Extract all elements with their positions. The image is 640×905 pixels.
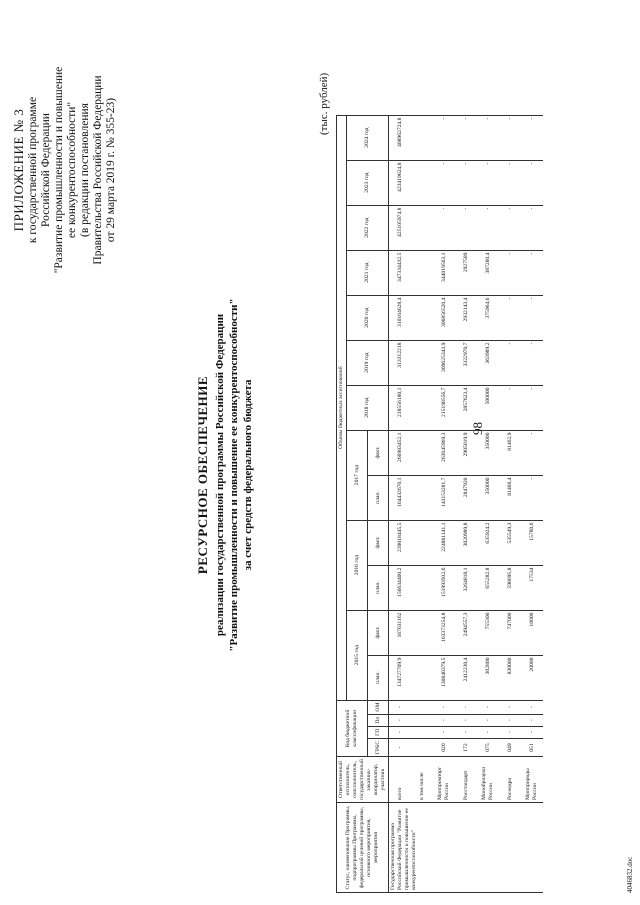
code-cell-gp: - bbox=[521, 726, 543, 738]
value-cell: 224881141,1 bbox=[433, 520, 455, 565]
value-cell: 598695,8 bbox=[499, 565, 521, 610]
value-cell: - bbox=[499, 340, 521, 385]
value-cell: 302800 bbox=[477, 655, 499, 700]
code-cell-grbs: - bbox=[389, 738, 412, 756]
code-cell-grbs: 075 bbox=[477, 738, 499, 756]
header-executor: Ответственный исполнитель, соисполнитель, государственный заказчик-координатор, участник bbox=[337, 757, 389, 803]
code-cell-om: - bbox=[433, 700, 455, 714]
code-cell-pp: - bbox=[521, 714, 543, 726]
executor-cell: в том числе bbox=[411, 757, 433, 803]
executor-cell: всего bbox=[389, 757, 412, 803]
code-cell-gp: - bbox=[433, 726, 455, 738]
value-cell: 3322978,7 bbox=[455, 340, 477, 385]
table-row bbox=[455, 115, 477, 892]
value-cell: - bbox=[433, 115, 455, 160]
header-code-gp: ГП bbox=[368, 726, 389, 738]
value-cell bbox=[411, 565, 433, 610]
header-year: 2022 год bbox=[347, 205, 389, 250]
value-cell: 830000 bbox=[499, 655, 521, 700]
table-body bbox=[389, 115, 544, 892]
value-cell: 266983452,1 bbox=[389, 430, 412, 475]
value-cell: 215198556,7 bbox=[433, 385, 455, 430]
value-cell: 239018445,5 bbox=[389, 520, 412, 565]
value-cell: - bbox=[521, 475, 543, 520]
appendix-line: "Развитие промышленности и повышение bbox=[53, 66, 65, 274]
value-cell: 306856520,4 bbox=[433, 295, 455, 340]
appendix-line: Правительства Российской Федерации bbox=[92, 75, 104, 265]
header-plan: план. bbox=[368, 475, 389, 520]
header-fact: факт. bbox=[368, 610, 389, 655]
value-cell: 2905019,9 bbox=[455, 430, 477, 475]
code-cell-pp: - bbox=[477, 714, 499, 726]
value-cell: - bbox=[521, 160, 543, 205]
heading-title: РЕСУРСНОЕ ОБЕСПЕЧЕНИЕ bbox=[195, 375, 210, 575]
value-cell: 3020989,8 bbox=[455, 520, 477, 565]
value-cell bbox=[411, 115, 433, 160]
value-cell bbox=[411, 610, 433, 655]
header-status: Статус, наименование Программы, подпрограммы Программы, федеральной целевой программы, основного мероприятия, мероприятия bbox=[337, 803, 389, 893]
value-cell: 375964,6 bbox=[477, 295, 499, 340]
value-cell: 387280,4 bbox=[477, 250, 499, 295]
header-volumes: Объемы бюджетных ассигнований bbox=[337, 115, 347, 700]
code-cell-gp: - bbox=[455, 726, 477, 738]
value-cell: 535549,3 bbox=[499, 520, 521, 565]
value-cell: 310164628,4 bbox=[389, 295, 412, 340]
value-cell: 15780,6 bbox=[521, 520, 543, 565]
value-cell bbox=[411, 385, 433, 430]
appendix-line: Российской Федерации bbox=[40, 113, 52, 227]
value-cell: 263645969,3 bbox=[433, 430, 455, 475]
value-cell: 425105974,8 bbox=[389, 205, 412, 250]
value-cell: - bbox=[455, 205, 477, 250]
header-plan: план. bbox=[368, 655, 389, 700]
executor-cell: Роснедра bbox=[499, 757, 521, 803]
header-year-2017: 2017 год bbox=[347, 430, 368, 520]
value-cell: 313312218 bbox=[389, 340, 412, 385]
value-cell: 3264818,1 bbox=[455, 565, 477, 610]
value-cell bbox=[411, 250, 433, 295]
code-cell-om: - bbox=[455, 700, 477, 714]
code-cell-pp: - bbox=[499, 714, 521, 726]
value-cell: 423419624,8 bbox=[389, 160, 412, 205]
value-cell: 350000 bbox=[477, 475, 499, 520]
value-cell: 655282,8 bbox=[477, 565, 499, 610]
appendix-line: к государственной программе bbox=[27, 96, 39, 244]
value-cell: 408962724,8 bbox=[389, 115, 412, 160]
header-plan: план. bbox=[368, 565, 389, 610]
header-fact: факт. bbox=[368, 430, 389, 475]
value-cell: - bbox=[521, 205, 543, 250]
executor-cell: Минпромторг России bbox=[433, 757, 455, 803]
appendix-line: (в редакции постановления bbox=[79, 103, 91, 237]
header-codes-group: Код бюджетной классификации bbox=[337, 700, 368, 757]
value-cell: 2412230,4 bbox=[455, 655, 477, 700]
code-cell-grbs: 172 bbox=[455, 738, 477, 756]
value-cell bbox=[411, 295, 433, 340]
value-cell: - bbox=[521, 250, 543, 295]
code-cell-om: - bbox=[521, 700, 543, 714]
code-cell-om: - bbox=[389, 700, 412, 714]
value-cell bbox=[411, 160, 433, 205]
value-cell: 156634400,2 bbox=[389, 565, 412, 610]
code-cell-gp: - bbox=[477, 726, 499, 738]
value-cell: 143153281,7 bbox=[433, 475, 455, 520]
table-row bbox=[499, 115, 521, 892]
value-cell: 130840379,5 bbox=[433, 655, 455, 700]
value-cell: - bbox=[477, 160, 499, 205]
header-fact: факт. bbox=[368, 520, 389, 565]
value-cell: - bbox=[477, 205, 499, 250]
code-cell-pp: - bbox=[433, 714, 455, 726]
value-cell: 2857623,4 bbox=[455, 385, 477, 430]
appendix-block bbox=[12, 20, 118, 320]
table-row bbox=[411, 115, 433, 892]
value-cell: - bbox=[521, 115, 543, 160]
code-cell-grbs: 020 bbox=[433, 738, 455, 756]
value-cell: 2927589 bbox=[455, 250, 477, 295]
header-year: 2018 год bbox=[347, 385, 389, 430]
value-cell bbox=[411, 430, 433, 475]
code-cell-grbs: 049 bbox=[499, 738, 521, 756]
document-filename: 4046832.doc bbox=[626, 856, 634, 893]
code-cell-om: - bbox=[499, 700, 521, 714]
executor-cell: Минобрнауки России bbox=[477, 757, 499, 803]
value-cell: - bbox=[521, 295, 543, 340]
value-cell: - bbox=[499, 205, 521, 250]
value-cell: - bbox=[477, 115, 499, 160]
value-cell: 747000 bbox=[499, 610, 521, 655]
appendix-line: от 29 марта 2019 г. № 355-23) bbox=[105, 97, 117, 243]
header-code-om: ОМ bbox=[368, 700, 389, 714]
header-year-2016: 2016 год bbox=[347, 520, 368, 610]
value-cell: 344019563,1 bbox=[433, 250, 455, 295]
value-cell: 81468,4 bbox=[499, 475, 521, 520]
value-cell bbox=[411, 520, 433, 565]
code-cell-pp bbox=[411, 714, 433, 726]
value-cell: 17534 bbox=[521, 565, 543, 610]
table-row bbox=[433, 115, 455, 892]
appendix-line: ее конкурентоспособности" bbox=[66, 101, 78, 239]
code-cell-grbs: 051 bbox=[521, 738, 543, 756]
value-cell: 2494557,3 bbox=[455, 610, 477, 655]
value-cell: 20000 bbox=[521, 655, 543, 700]
value-cell: - bbox=[433, 205, 455, 250]
value-cell: 347334432,5 bbox=[389, 250, 412, 295]
value-cell: - bbox=[499, 160, 521, 205]
value-cell: 363989,2 bbox=[477, 340, 499, 385]
value-cell: 164432670,1 bbox=[389, 475, 412, 520]
value-cell bbox=[411, 340, 433, 385]
table-row bbox=[477, 115, 499, 892]
heading-line: "Развитие промышленности и повышение ее конкурентоспособности" bbox=[228, 298, 240, 652]
value-cell: - bbox=[433, 160, 455, 205]
document-heading bbox=[196, 245, 255, 705]
executor-cell: Минприроды России bbox=[521, 757, 543, 803]
value-cell: 218556180,1 bbox=[389, 385, 412, 430]
executor-cell: Росстандарт bbox=[455, 757, 477, 803]
value-cell: 309625343,9 bbox=[433, 340, 455, 385]
code-cell-gp: - bbox=[499, 726, 521, 738]
appendix-title: ПРИЛОЖЕНИЕ № 3 bbox=[11, 108, 26, 232]
units-label: (тыс. рублей) bbox=[318, 72, 330, 135]
header-year-2015: 2015 год bbox=[347, 610, 368, 700]
header-year: 2024 год bbox=[347, 115, 389, 160]
code-cell-grbs bbox=[411, 738, 433, 756]
value-cell bbox=[411, 475, 433, 520]
value-cell bbox=[411, 205, 433, 250]
value-cell: - bbox=[521, 385, 543, 430]
value-cell: - bbox=[499, 250, 521, 295]
table-row bbox=[389, 115, 412, 892]
code-cell-om bbox=[411, 700, 433, 714]
value-cell: 134727709,9 bbox=[389, 655, 412, 700]
value-cell: 2847920 bbox=[455, 475, 477, 520]
heading-line: реализации государственной программы Российской Федерации bbox=[214, 313, 226, 637]
code-cell-om: - bbox=[477, 700, 499, 714]
code-cell-pp: - bbox=[455, 714, 477, 726]
header-year: 2019 год bbox=[347, 340, 389, 385]
page-number: 98 bbox=[470, 422, 485, 435]
header-code-grbs: ГРБС bbox=[368, 738, 389, 756]
header-year: 2023 год bbox=[347, 160, 389, 205]
value-cell: - bbox=[521, 430, 543, 475]
table-row bbox=[521, 115, 543, 892]
value-cell: 350000 bbox=[477, 430, 499, 475]
value-cell: - bbox=[521, 340, 543, 385]
value-cell: - bbox=[499, 115, 521, 160]
code-cell-pp: - bbox=[389, 714, 412, 726]
header-code-pp: Пп bbox=[368, 714, 389, 726]
value-cell: - bbox=[499, 385, 521, 430]
program-name-cell: Государственная программа Российской Федерации "Развитие промышленности и повышение ее конкурентоспособности" bbox=[389, 803, 544, 893]
value-cell: 151993932,6 bbox=[433, 565, 455, 610]
header-year: 2021 год bbox=[347, 250, 389, 295]
budget-table bbox=[336, 115, 543, 893]
value-cell: - bbox=[455, 115, 477, 160]
value-cell: 2932143,4 bbox=[455, 295, 477, 340]
value-cell: 18000 bbox=[521, 610, 543, 655]
value-cell: 500000 bbox=[477, 385, 499, 430]
value-cell bbox=[411, 655, 433, 700]
value-cell: 755300 bbox=[477, 610, 499, 655]
code-cell-gp bbox=[411, 726, 433, 738]
header-year: 2020 год bbox=[347, 295, 389, 340]
value-cell: - bbox=[499, 295, 521, 340]
code-cell-gp: - bbox=[389, 726, 412, 738]
value-cell: 635924,2 bbox=[477, 520, 499, 565]
value-cell: 81462,9 bbox=[499, 430, 521, 475]
value-cell: 167631162 bbox=[389, 610, 412, 655]
heading-line: за счет средств федерального бюджета bbox=[242, 379, 254, 571]
value-cell: 163373254,8 bbox=[433, 610, 455, 655]
value-cell: - bbox=[455, 160, 477, 205]
